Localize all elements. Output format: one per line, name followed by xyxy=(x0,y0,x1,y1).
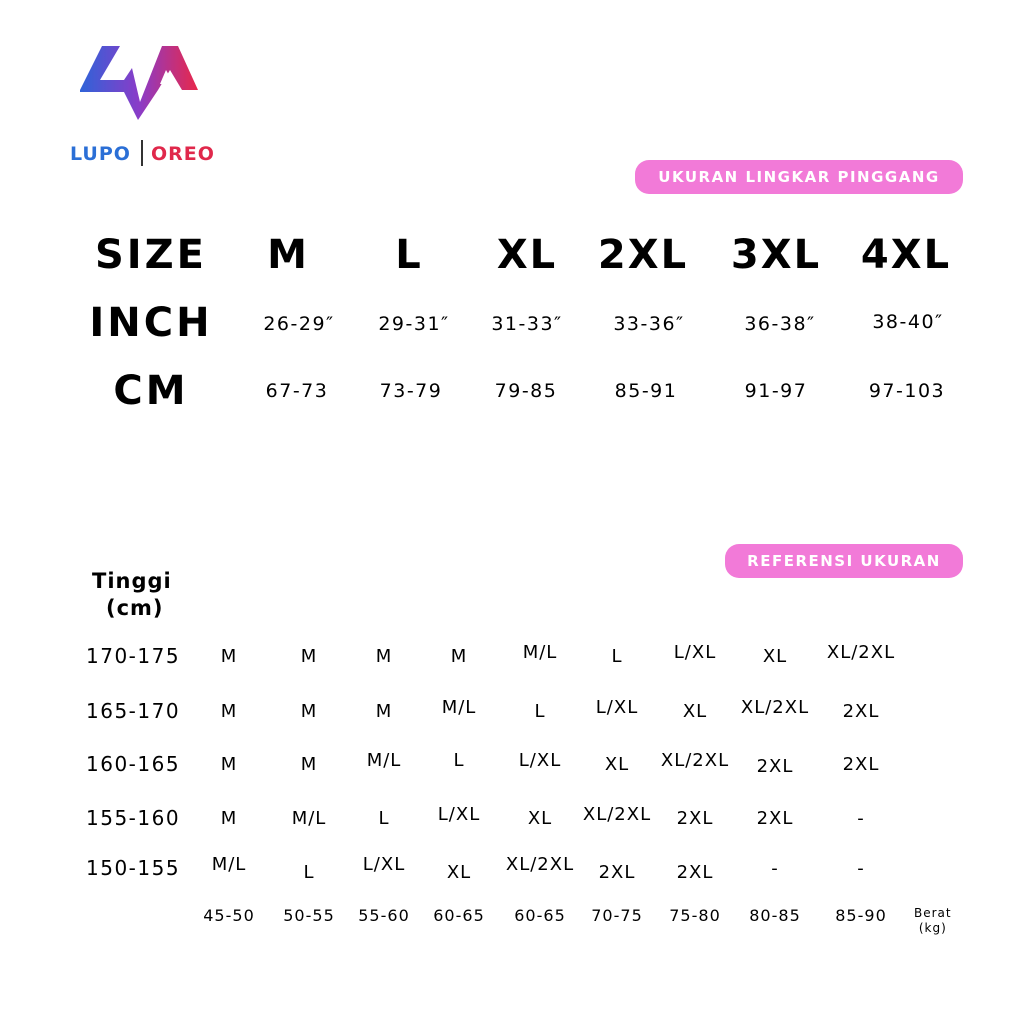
size-recommendation-cell: 2XL xyxy=(756,808,794,829)
size-header: 4XL xyxy=(860,232,952,278)
size-recommendation-cell: XL/2XL xyxy=(826,642,896,663)
size-recommendation-cell: M xyxy=(220,754,238,775)
size-recommendation-cell: XL/2XL xyxy=(505,854,575,875)
row-label-cm: CM xyxy=(113,368,189,414)
height-range-label: 165-170 xyxy=(86,699,181,723)
size-recommendation-cell: L xyxy=(303,862,315,883)
size-recommendation-cell: L xyxy=(611,646,623,667)
weight-range-label: 75-80 xyxy=(669,906,721,925)
size-recommendation-cell: M/L xyxy=(211,854,247,875)
size-recommendation-cell: XL xyxy=(527,808,553,829)
weight-label-line: Berat xyxy=(914,906,952,920)
inch-value: 26-29″ xyxy=(263,313,335,335)
weight-range-label: 60-65 xyxy=(514,906,566,925)
size-recommendation-cell: M xyxy=(220,808,238,829)
size-recommendation-cell: M xyxy=(300,646,318,667)
weight-axis-label xyxy=(914,906,952,936)
size-recommendation-cell: XL/2XL xyxy=(660,750,730,771)
size-recommendation-cell: L/XL xyxy=(518,750,562,771)
size-header: M xyxy=(267,232,309,278)
size-recommendation-cell: L/XL xyxy=(362,854,406,875)
height-range-label: 155-160 xyxy=(86,806,181,830)
size-recommendation-cell: - xyxy=(771,858,779,879)
size-recommendation-cell: M/L xyxy=(522,642,558,663)
height-range-label: 150-155 xyxy=(86,856,181,880)
cm-value: 73-79 xyxy=(379,380,443,402)
waist-size-pill: UKURAN LINGKAR PINGGANG xyxy=(635,160,963,194)
size-recommendation-cell: M/L xyxy=(441,697,477,718)
size-recommendation-cell: M/L xyxy=(366,750,402,771)
inch-value: 38-40″ xyxy=(872,311,944,333)
size-recommendation-cell: 2XL xyxy=(676,808,714,829)
cm-value: 97-103 xyxy=(868,380,946,402)
height-unit-line: (cm) xyxy=(106,596,164,620)
size-recommendation-cell: M/L xyxy=(291,808,327,829)
weight-range-label: 60-65 xyxy=(433,906,485,925)
size-recommendation-cell: L/XL xyxy=(595,697,639,718)
size-recommendation-cell: M xyxy=(300,754,318,775)
row-label-size: SIZE xyxy=(94,232,208,278)
size-recommendation-cell: 2XL xyxy=(598,862,636,883)
size-recommendation-cell: L xyxy=(534,701,546,722)
size-recommendation-cell: M xyxy=(220,701,238,722)
brand-wordmark xyxy=(70,140,215,166)
weight-range-label: 45-50 xyxy=(203,906,255,925)
size-recommendation-cell: M xyxy=(220,646,238,667)
row-label-inch: INCH xyxy=(89,300,213,346)
brand-separator xyxy=(141,140,143,166)
weight-unit-line: (kg) xyxy=(918,921,947,935)
size-recommendation-cell: M xyxy=(300,701,318,722)
inch-value: 36-38″ xyxy=(744,313,816,335)
size-recommendation-cell: 2XL xyxy=(842,754,880,775)
size-recommendation-cell: M xyxy=(375,646,393,667)
size-recommendation-cell: M xyxy=(450,646,468,667)
height-label-line: Tinggi xyxy=(92,569,172,593)
size-recommendation-cell: M xyxy=(375,701,393,722)
cm-value: 79-85 xyxy=(494,380,558,402)
size-header: 3XL xyxy=(730,232,822,278)
inch-value: 29-31″ xyxy=(378,313,450,335)
size-recommendation-cell: XL xyxy=(604,754,630,775)
size-recommendation-cell: XL/2XL xyxy=(582,804,652,825)
lupo-oreo-logo-icon xyxy=(78,40,200,122)
height-axis-label xyxy=(92,568,172,622)
cm-value: 91-97 xyxy=(744,380,808,402)
size-recommendation-cell: XL xyxy=(446,862,472,883)
size-recommendation-cell: XL xyxy=(682,701,708,722)
brand-oreo: OREO xyxy=(150,143,215,165)
cm-value: 67-73 xyxy=(265,380,329,402)
weight-range-label: 70-75 xyxy=(591,906,643,925)
size-recommendation-cell: L xyxy=(378,808,390,829)
size-header: XL xyxy=(496,232,558,278)
cm-value: 85-91 xyxy=(614,380,678,402)
size-recommendation-cell: L/XL xyxy=(437,804,481,825)
size-recommendation-cell: 2XL xyxy=(756,756,794,777)
size-recommendation-cell: - xyxy=(857,808,865,829)
size-header: L xyxy=(395,232,423,278)
size-recommendation-cell: L xyxy=(453,750,465,771)
size-recommendation-cell: - xyxy=(857,858,865,879)
brand-lupo: LUPO xyxy=(70,143,131,165)
reference-size-pill: REFERENSI UKURAN xyxy=(725,544,963,578)
weight-range-label: 50-55 xyxy=(283,906,335,925)
inch-value: 31-33″ xyxy=(491,313,563,335)
size-recommendation-cell: 2XL xyxy=(842,701,880,722)
height-range-label: 160-165 xyxy=(86,752,181,776)
weight-range-label: 80-85 xyxy=(749,906,801,925)
size-recommendation-cell: 2XL xyxy=(676,862,714,883)
height-range-label: 170-175 xyxy=(86,644,181,668)
inch-value: 33-36″ xyxy=(613,313,685,335)
size-header: 2XL xyxy=(597,232,689,278)
size-recommendation-cell: L/XL xyxy=(673,642,717,663)
size-recommendation-cell: XL/2XL xyxy=(740,697,810,718)
weight-range-label: 55-60 xyxy=(358,906,410,925)
size-recommendation-cell: XL xyxy=(762,646,788,667)
weight-range-label: 85-90 xyxy=(835,906,887,925)
